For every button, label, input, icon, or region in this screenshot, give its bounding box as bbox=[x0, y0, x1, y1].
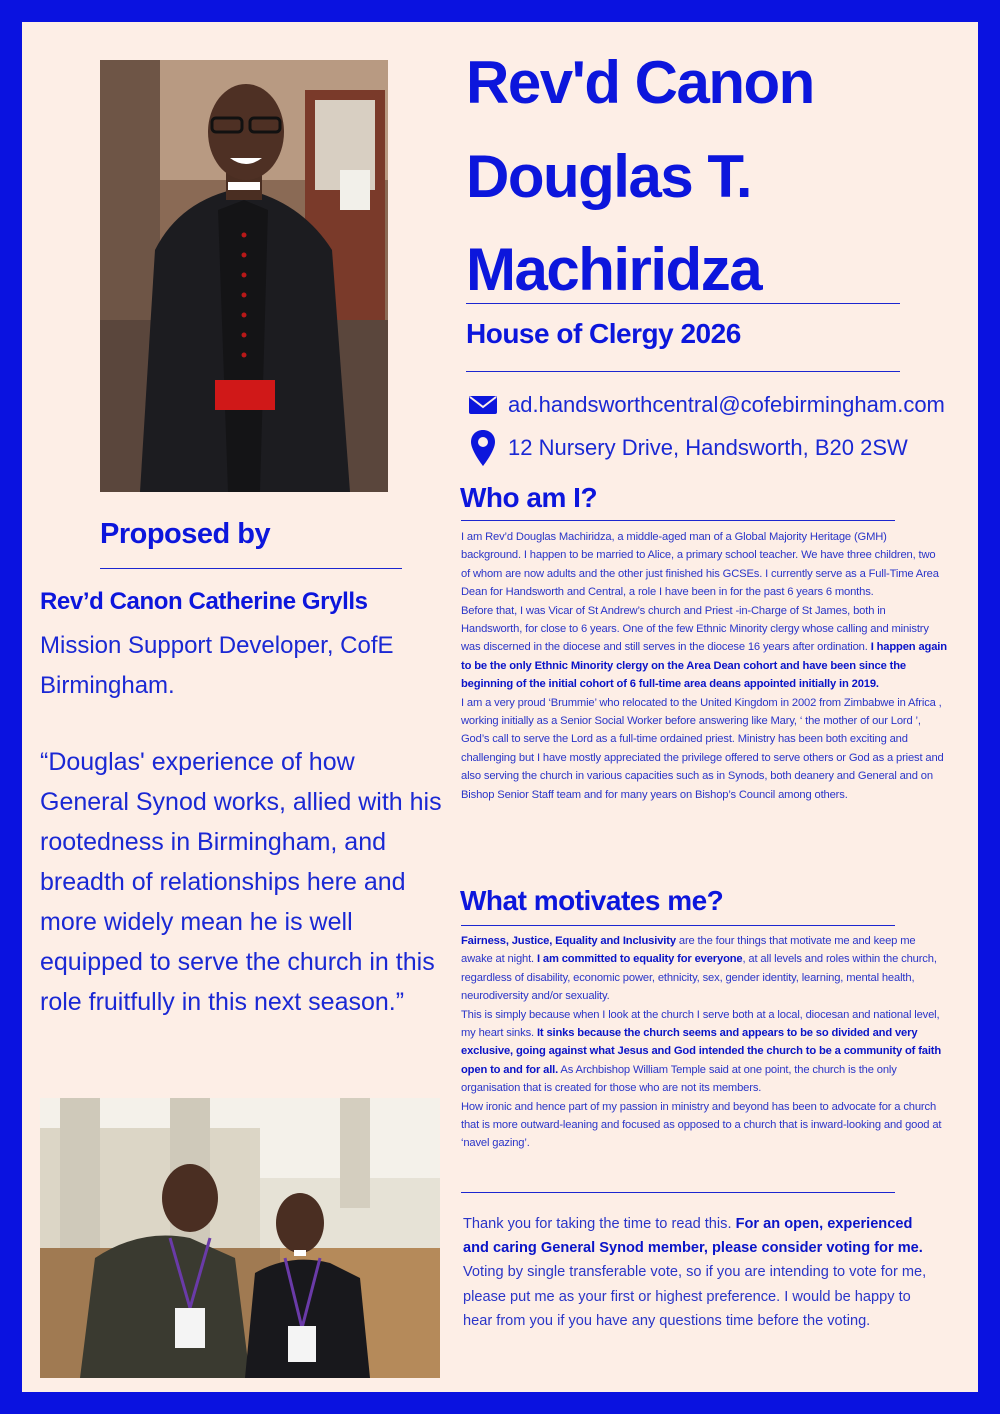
proposer-quote: “Douglas' experience of how General Synod works, allied with his rootedness in Birmingham, and breadth of relationships here and more widely mean he is well equipped to serve the church in this role fruitfully in this next season.” bbox=[40, 748, 442, 1016]
proposed-by-divider bbox=[100, 568, 402, 569]
address-line bbox=[466, 430, 908, 466]
motivates-paragraph-2: This is simply because when I look at the church I serve both at a local, diocesan and national level, my heart sinks. It sinks because the church seems and appears to be so divided and very exclusive, going against what Jesus and God intended the church to be a community of faith open to and for all. As Archbishop William Temple said at one point, the church is the only organisation that is created for those who are not its members. bbox=[461, 1008, 942, 1095]
motivates-body bbox=[461, 932, 947, 1153]
envelope-icon bbox=[466, 395, 500, 415]
motivates-paragraph-3: How ironic and hence part of my passion in ministry and beyond has been to advocate for a church that is more outward-leaning and focused as opposed to a church that is inward-looking and good at ‘navel gazing’. bbox=[461, 1100, 942, 1150]
address-text: 12 Nursery Drive, Handsworth, B20 2SW bbox=[508, 435, 908, 460]
motivates-divider bbox=[461, 925, 895, 926]
name-line-3: Machiridza bbox=[466, 236, 762, 304]
candidate-with-proposer-photo bbox=[40, 1098, 440, 1378]
proposer-role: Mission Support Developer, CofE Birmingham. bbox=[40, 632, 394, 699]
closing-message: Thank you for taking the time to read this. For an open, experienced and caring General Synod member, please consider voting for me. Voting by single transferable vote, so if you are intending to vote for me, please put me as your first or highest preference. I would be happy to hear from you if you have any questions time before the voting. bbox=[463, 1216, 927, 1329]
email-link[interactable]: ad.handsworthcentral@cofebirmingham.com bbox=[508, 392, 945, 417]
email-line bbox=[466, 392, 945, 418]
motivates-paragraph-1: Fairness, Justice, Equality and Inclusivity are the four things that motivate me and keep me awake at night. I am committed to equality for everyone, at all levels and roles within the church, regardless of disability, economic power, ethnicity, sex, gender identity, learning, mental health, neurodiversity and/or sexuality. bbox=[461, 935, 937, 1003]
candidate-name-heading bbox=[466, 36, 946, 317]
who-am-i-paragraph-1: I am Rev’d Douglas Machiridza, a middle-aged man of a Global Majority Heritage (GMH) background. I happen to be married to Alice, a primary school teacher. We have three children, two of whom are now adults and the other just finished his GCSEs. I currently serve as a Full-Time Area Dean for Handsworth and Central, a role I have been in for the past 6 years 6 months. bbox=[461, 531, 939, 599]
motivates-heading: What motivates me? bbox=[460, 885, 724, 916]
proposer-name: Rev’d Canon Catherine Grylls bbox=[40, 588, 368, 615]
location-pin-icon bbox=[466, 430, 500, 466]
subtitle-divider bbox=[466, 371, 900, 372]
name-line-1: Rev'd Canon bbox=[466, 49, 814, 116]
who-am-i-divider bbox=[461, 520, 895, 521]
who-am-i-heading: Who am I? bbox=[460, 482, 598, 513]
closing-divider bbox=[461, 1192, 895, 1193]
house-subtitle: House of Clergy 2026 bbox=[466, 318, 741, 349]
who-am-i-paragraph-2: Before that, I was Vicar of St Andrew’s church and Priest -in-Charge of St James, both in Handsworth, for close to 6 years. One of the few Ethnic Minority clergy whose calling and ministry was discerned in the diocese and still serves in the diocese 16 years after ordination. I happen again to be the only Ethnic Minority clergy on the Area Dean cohort and have been since the beginning of the initial cohort of 6 full-time area deans appointed initially in 2019. bbox=[461, 604, 947, 691]
election-flyer bbox=[22, 22, 978, 1392]
title-divider bbox=[466, 303, 900, 304]
name-line-2: Douglas T. bbox=[466, 142, 752, 210]
who-am-i-paragraph-3: I am a very proud ‘Brummie’ who relocated to the United Kingdom in 2002 from Zimbabwe in Africa , working initially as a Senior Social Worker before answering like Mary, ‘ the mother of our Lord ’, God’s call to serve the Lord as a full-time ordained priest. Ministry has been both exciting and challenging but I have mostly appreciated the privilege offered to serve others or God as a priest and also serving the church in various capacities such as in Synods, both deanery and General and on Bishop Senior Staff team and for many years on Bishop’s Council among others. bbox=[461, 696, 944, 801]
who-am-i-body bbox=[461, 528, 947, 804]
proposed-by-heading: Proposed by bbox=[100, 518, 271, 550]
candidate-portrait-photo bbox=[100, 60, 388, 492]
